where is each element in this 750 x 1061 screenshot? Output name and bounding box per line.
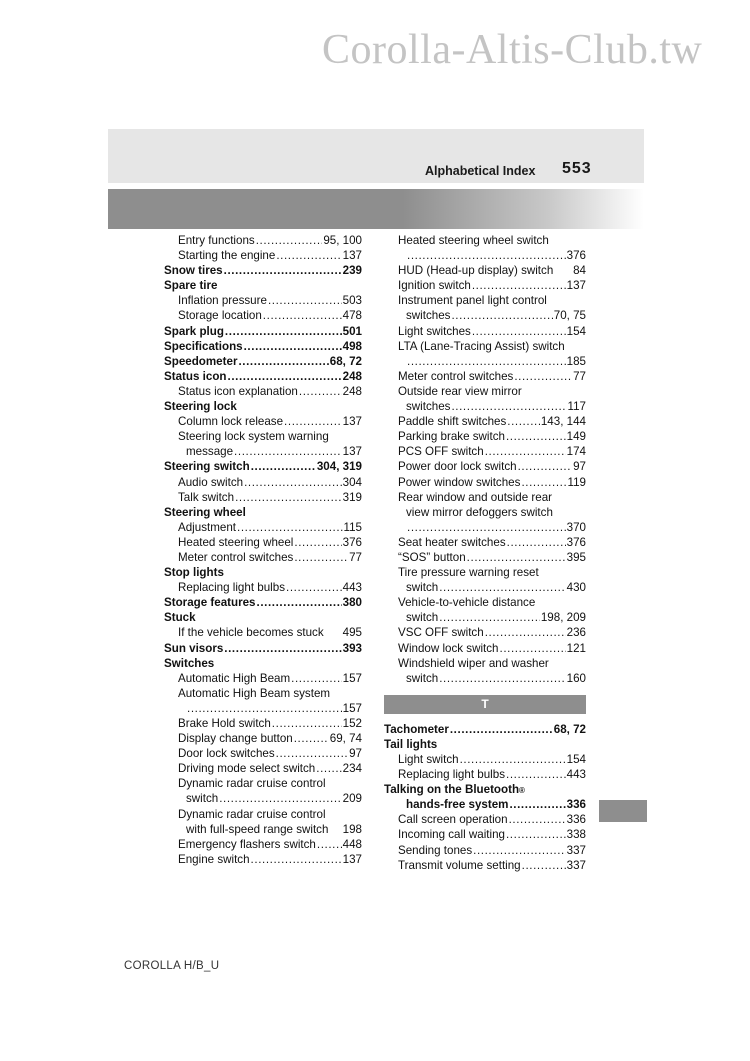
index-entry-term: Brake Hold switch [178, 717, 271, 730]
index-entry [164, 822, 362, 837]
index-entry-term: Speedometer [164, 354, 238, 368]
index-entry-page: 70, 75 [553, 309, 586, 323]
index-entry [164, 701, 362, 716]
index-entry-page: 448 [342, 837, 362, 851]
index-entry-page: 209 [342, 792, 362, 806]
dot-leader [460, 752, 566, 767]
index-entry [384, 384, 586, 399]
index-entry [384, 550, 586, 565]
index-entry-term: Vehicle-to-vehicle distance [398, 596, 536, 610]
index-entry-term: Adjustment [178, 520, 236, 534]
dot-leader [244, 475, 342, 490]
index-entry [164, 671, 362, 686]
dot-leader [257, 595, 342, 610]
index-entry [384, 278, 586, 293]
index-entry-term: Stuck [164, 611, 196, 625]
index-entry-page: 119 [567, 475, 586, 489]
index-entry [384, 429, 586, 444]
index-entry [164, 852, 362, 867]
index-entry-term: Power door lock switch [398, 460, 517, 474]
index-entry [164, 278, 362, 293]
dot-leader [316, 761, 341, 776]
index-entry-page: 69, 74 [329, 732, 362, 746]
index-entry [384, 595, 586, 610]
dot-leader [294, 550, 348, 565]
dot-leader [299, 384, 342, 399]
index-entry-term: Snow tires [164, 264, 223, 278]
dot-leader [506, 827, 566, 842]
index-entry [384, 843, 586, 858]
index-entry [164, 595, 362, 610]
dot-leader [485, 625, 566, 640]
index-entry-term: Seat heater switches [398, 535, 506, 549]
dot-leader [509, 797, 565, 812]
index-entry-term: Rear window and outside rear [398, 490, 553, 504]
index-entry-page: 121 [566, 641, 586, 655]
page-header-title: Alphabetical Index [425, 164, 536, 178]
index-entry-page: 336 [566, 798, 586, 812]
index-entry [164, 716, 362, 731]
index-entry-page: 478 [342, 309, 362, 323]
index-entry-term: message [186, 445, 234, 459]
index-entry: Talking on the Bluetooth ® [384, 783, 525, 797]
footer-model-code: COROLLA H/B_U [124, 960, 220, 972]
index-entry [164, 746, 362, 761]
index-entry-page: 393 [342, 641, 362, 655]
index-entry-page: 236 [566, 626, 586, 640]
index-entry-term: Specifications [164, 339, 243, 353]
index-entry-term: Talking on the Bluetooth [384, 783, 520, 797]
index-entry [164, 248, 362, 263]
index-entry-page: 157 [342, 701, 362, 715]
index-entry-term: VSC OFF switch [398, 626, 484, 640]
dot-leader [473, 843, 566, 858]
index-entry-term: Status icon [164, 369, 227, 383]
index-entry-term: “SOS” button [398, 550, 466, 564]
dot-leader [507, 535, 566, 550]
index-entry-term: Call screen operation [398, 813, 508, 827]
index-entry [384, 656, 586, 671]
dot-leader [251, 852, 342, 867]
index-entry-page: 149 [566, 430, 586, 444]
index-entry [384, 293, 586, 308]
index-entry-page: 376 [566, 249, 586, 263]
index-entry-term: LTA (Lane-Tracing Assist) switch [398, 339, 565, 353]
index-entry [384, 308, 586, 323]
index-entry [384, 339, 586, 354]
index-entry-term: Windshield wiper and washer [398, 656, 549, 670]
dot-leader [439, 610, 540, 625]
index-entry-term: switches [406, 400, 451, 414]
dot-leader [507, 414, 540, 429]
dot-leader [284, 414, 342, 429]
index-column-left [164, 233, 362, 867]
index-entry [384, 535, 586, 550]
index-entry [384, 858, 586, 873]
index-entry-term: Driving mode select switch [178, 762, 316, 776]
dot-leader [500, 641, 566, 656]
index-entry [164, 520, 362, 535]
index-entry-term: Heated steering wheel [178, 535, 294, 549]
index-entry-term: Switches [164, 656, 215, 670]
index-entry-term: Column lock release [178, 415, 284, 429]
index-entry-page: 380 [342, 596, 362, 610]
index-entry [164, 414, 362, 429]
dot-leader [237, 520, 343, 535]
dot-leader [506, 767, 566, 782]
index-entry-term: switch [406, 581, 439, 595]
index-entry-term: Window lock switch [398, 641, 499, 655]
index-entry-page: 185 [566, 354, 586, 368]
index-entry-page: 248 [342, 384, 362, 398]
watermark-text: Corolla-Altis-Club.tw [322, 27, 703, 73]
index-entry-term: Spark plug [164, 324, 224, 338]
dot-leader [291, 671, 342, 686]
index-entry-page: 95, 100 [323, 234, 362, 247]
index-entry [384, 641, 586, 656]
index-entry-term: Tail lights [384, 737, 438, 751]
index-entry [384, 475, 586, 490]
index-entry-term: If the vehicle becomes stuck [178, 626, 324, 640]
dot-leader [472, 324, 566, 339]
dot-leader [234, 444, 342, 459]
index-entry [164, 535, 362, 550]
index-entry [164, 641, 362, 656]
index-entry [164, 324, 362, 339]
index-entry-page: 137 [342, 852, 362, 866]
index-entry [384, 671, 586, 686]
index-entry-term: Dynamic radar cruise control [178, 807, 326, 821]
index-entry-page: 198 [342, 822, 362, 836]
index-entry-page: 498 [342, 339, 362, 353]
index-entry [164, 656, 362, 671]
index-entry-term: Steering switch [164, 460, 250, 474]
index-entry-term: HUD (Head-up display) switch [398, 264, 554, 278]
index-entry-term: Display change button [178, 732, 293, 746]
index-entry [164, 505, 362, 520]
dot-leader [407, 248, 566, 263]
index-entry [164, 369, 362, 384]
index-entry-page: 84 [573, 264, 586, 278]
index-entry [384, 459, 586, 474]
index-entry-page: 376 [342, 535, 362, 549]
dot-leader [317, 837, 342, 852]
dot-leader [514, 369, 572, 384]
index-entry-page: 370 [566, 520, 586, 534]
index-entry-page: 234 [342, 762, 362, 776]
index-entry-page: 443 [566, 768, 586, 782]
dot-leader [224, 641, 341, 656]
index-entry-term: Replacing light bulbs [178, 581, 285, 595]
dot-leader [506, 429, 566, 444]
index-entry-term: Status icon explanation [178, 384, 298, 398]
index-entry [384, 722, 586, 737]
index-column-right [384, 233, 586, 873]
index-entry-term: Sending tones [398, 843, 473, 857]
dot-leader [450, 722, 553, 737]
index-entry-term: Entry functions [178, 234, 255, 247]
index-entry-page: 157 [342, 671, 362, 685]
index-entry-term: Ignition switch [398, 279, 471, 293]
index-entry-term: Meter control switches [178, 550, 294, 564]
index-entry [384, 797, 586, 812]
index-entry [164, 429, 362, 444]
index-entry-page: 143, 144 [540, 415, 586, 429]
index-entry [164, 761, 362, 776]
dot-leader [472, 278, 566, 293]
index-entry-term: switch [186, 792, 219, 806]
dot-leader [522, 858, 566, 873]
index-entry-term: Parking brake switch [398, 430, 505, 444]
dot-leader [272, 716, 342, 731]
index-entry [384, 444, 586, 459]
dot-leader [521, 475, 566, 490]
dot-leader [407, 354, 566, 369]
index-entry-page: 376 [566, 535, 586, 549]
index-entry-term: Starting the engine [178, 249, 276, 263]
index-entry-page: 337 [566, 858, 586, 872]
index-entry-page: 115 [343, 520, 362, 534]
index-section-t [384, 722, 586, 873]
dot-leader [224, 263, 342, 278]
index-entry-term: Inflation pressure [178, 294, 267, 308]
dot-leader [235, 490, 342, 505]
dot-leader [187, 701, 342, 716]
index-section-s-continued [384, 233, 586, 686]
dot-leader [251, 459, 316, 474]
index-entry [164, 580, 362, 595]
index-entry [164, 490, 362, 505]
index-entry-term: switches [406, 309, 451, 323]
dot-leader [407, 520, 566, 535]
index-entry-term: Steering lock system warning [178, 430, 329, 444]
dot-leader [294, 731, 329, 746]
dot-leader [439, 671, 565, 686]
index-entry-term: Storage features [164, 596, 256, 610]
index-entry [164, 475, 362, 490]
index-entry-page: 336 [566, 813, 586, 827]
index-entry [164, 354, 362, 369]
index-entry [164, 565, 362, 580]
index-entry-page: 137 [342, 415, 362, 429]
index-entry [384, 505, 586, 520]
index-entry-term: switch [406, 671, 439, 685]
index-entry-term: Stop lights [164, 566, 224, 580]
index-entry [384, 827, 586, 842]
index-entry-page: 304 [342, 475, 362, 489]
dot-leader [485, 444, 566, 459]
index-entry-term: Dynamic radar cruise control [178, 777, 326, 791]
dot-leader [439, 580, 565, 595]
page-number: 553 [562, 160, 592, 177]
index-entry [384, 752, 586, 767]
index-entry-term: Light switches [398, 324, 471, 338]
index-entry-page: 198, 209 [540, 611, 586, 625]
index-entry-term: with full-speed range switch [186, 822, 329, 836]
dot-leader [263, 308, 342, 323]
index-entry-page: 137 [342, 445, 362, 459]
index-entry-term: hands-free system [406, 798, 509, 812]
index-entry-term: Tachometer [384, 722, 449, 736]
index-entry [384, 565, 586, 580]
dot-leader [276, 746, 348, 761]
index-entry [164, 776, 362, 791]
index-entry-page: 160 [566, 671, 586, 685]
index-entry-page: 174 [566, 445, 586, 459]
index-entry-term: Door lock switches [178, 747, 275, 761]
index-entry-page: 503 [342, 294, 362, 308]
index-entry [164, 731, 362, 746]
index-entry-page: 77 [349, 550, 362, 564]
index-entry-page: 154 [566, 753, 586, 766]
index-entry [164, 550, 362, 565]
index-entry-term: switch [406, 611, 439, 625]
index-entry-page: 137 [342, 249, 362, 263]
section-header-t: T [384, 695, 586, 714]
dot-leader [451, 399, 566, 414]
index-entry-page: 501 [342, 324, 362, 338]
dot-leader [225, 324, 342, 339]
index-entry-page: 137 [566, 279, 586, 293]
index-entry-page: 338 [566, 828, 586, 842]
index-entry-term: Audio switch [178, 475, 244, 489]
index-entry [384, 812, 586, 827]
index-entry-term: Spare tire [164, 279, 218, 293]
index-entry-term: Power window switches [398, 475, 521, 489]
index-entry-page: 319 [342, 490, 362, 504]
index-entry-term: Storage location [178, 309, 262, 323]
index-entry-page: 239 [342, 264, 362, 278]
dot-leader [276, 248, 341, 263]
index-entry [164, 233, 362, 248]
index-entry [164, 444, 362, 459]
index-entry [384, 233, 586, 248]
index-entry-page: 304, 319 [316, 460, 362, 474]
header-band [108, 189, 644, 229]
index-entry-page: 248 [342, 369, 362, 383]
index-entry [384, 263, 586, 278]
index-entry [164, 399, 362, 414]
index-entry-page: 68, 72 [553, 722, 586, 736]
index-entry-term: Replacing light bulbs [398, 768, 505, 782]
index-entry [384, 625, 586, 640]
index-entry-term: Tire pressure warning reset [398, 566, 539, 580]
index-entry-page: 495 [342, 626, 362, 640]
dot-leader [286, 580, 342, 595]
index-entry-term: Paddle shift switches [398, 415, 507, 429]
index-entry-term: Engine switch [178, 852, 250, 866]
index-entry [164, 459, 362, 474]
index-entry [164, 807, 362, 822]
index-entry-term: Meter control switches [398, 369, 514, 383]
index-entry [384, 369, 586, 384]
index-entry [384, 414, 586, 429]
index-entry [384, 580, 586, 595]
index-entry-term: Emergency flashers switch [178, 837, 316, 851]
index-entry [384, 767, 586, 782]
index-entry-term: Heated steering wheel switch [398, 234, 549, 247]
index-entry [384, 737, 586, 752]
index-entry-page: 430 [566, 581, 586, 595]
index-entry-term: Incoming call waiting [398, 828, 505, 842]
index-entry [164, 686, 362, 701]
index-entry [384, 354, 586, 369]
index-entry-page: 337 [566, 843, 586, 857]
index-entry-page: 117 [567, 400, 586, 414]
index-entry-term: Instrument panel light control [398, 294, 547, 308]
side-tab-marker [599, 800, 647, 822]
index-entry [164, 791, 362, 806]
index-entry-page: 152 [342, 717, 362, 730]
index-entry-term: Automatic High Beam system [178, 686, 331, 700]
index-entry-page: 395 [566, 550, 586, 564]
index-entry [164, 837, 362, 852]
index-entry [384, 248, 586, 263]
dot-leader [467, 550, 566, 565]
dot-leader [509, 812, 566, 827]
index-entry [164, 263, 362, 278]
index-entry-page: 443 [342, 581, 362, 595]
dot-leader [294, 535, 341, 550]
dot-leader [238, 354, 328, 369]
index-entry-page: 154 [566, 324, 586, 338]
index-entry-term: view mirror defoggers switch [406, 505, 553, 519]
index-entry [164, 339, 362, 354]
dot-leader [518, 459, 573, 474]
index-entry-page: 97 [573, 460, 586, 474]
index-entry [384, 399, 586, 414]
index-entry [164, 293, 362, 308]
index-entry [164, 610, 362, 625]
index-entry [384, 520, 586, 535]
index-entry-page: 97 [349, 747, 362, 761]
index-entry [384, 324, 586, 339]
index-entry-term: Sun visors [164, 641, 224, 655]
dot-leader [451, 308, 552, 323]
index-entry-term: Automatic High Beam [178, 671, 291, 685]
dot-leader [268, 293, 342, 308]
index-entry-term: Steering lock [164, 400, 237, 414]
index-entry-term: Outside rear view mirror [398, 384, 522, 398]
index-entry [164, 384, 362, 399]
index-entry [384, 610, 586, 625]
dot-leader [244, 339, 342, 354]
dot-leader [228, 369, 342, 384]
dot-leader [219, 791, 341, 806]
index-entry-term: Talk switch [178, 490, 235, 504]
dot-leader [256, 233, 323, 248]
index-entry-term: Light switch [398, 753, 459, 766]
index-entry-page: 77 [573, 369, 586, 383]
index-entry-page: 68, 72 [329, 354, 362, 368]
index-entry-term: Steering wheel [164, 505, 246, 519]
index-entry [384, 490, 586, 505]
index-entry [164, 308, 362, 323]
index-entry-term: Transmit volume setting [398, 858, 521, 872]
index-entry-term: PCS OFF switch [398, 445, 484, 459]
index-entry [164, 625, 362, 640]
